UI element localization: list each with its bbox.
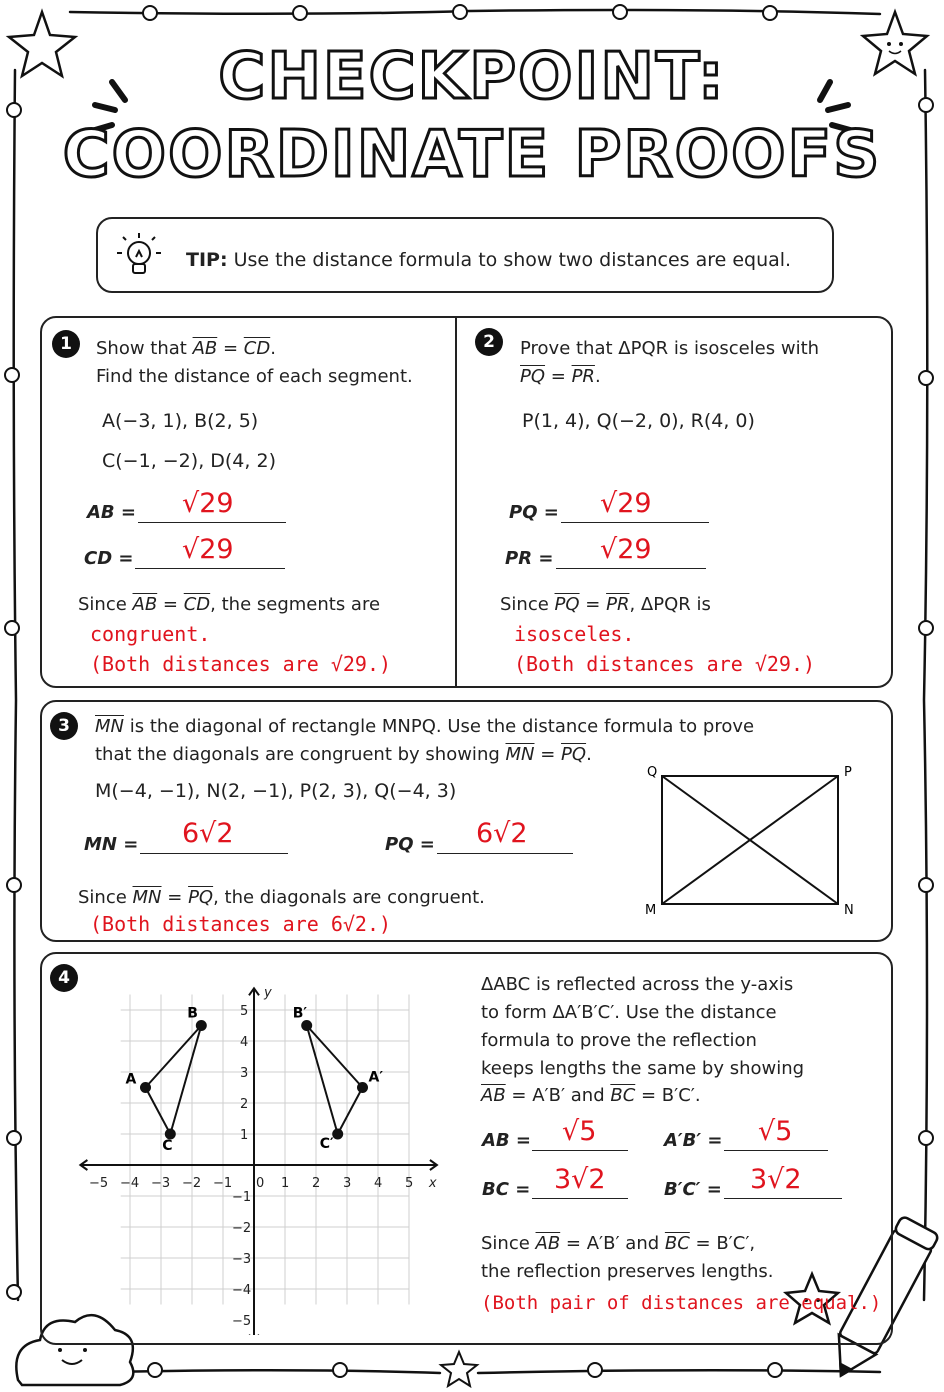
x-tick-label: −1 [213,1176,233,1191]
p1-instruction-2: Find the distance of each segment. [96,366,413,387]
p4-a1b1-line [724,1150,828,1151]
problem-2-number: 2 [475,328,503,356]
p4-a1b1-answer: √5 [758,1116,793,1147]
p4-conclusion-1: Since $\overline{AB} = A'B'$ and $\overline{BC} = B'C'$, [481,1233,756,1254]
p4-ab-answer: √5 [562,1116,597,1147]
y-tick-label: −1 [232,1190,252,1205]
y-tick-label: −4 [232,1283,252,1298]
p3-mn-line [140,853,288,854]
p4-b1c1-line [724,1198,842,1199]
p3-mn-answer: 6√2 [182,818,234,849]
p4-a1b1-label: A′B′ = [664,1130,723,1151]
p4-desc-4: keeps lengths the same by showing [481,1058,805,1079]
x-tick-label: −4 [120,1176,140,1191]
problem-3-number: 3 [50,712,78,740]
p1-conclusion: Since $\overline{AB} = \overline{CD}$, the segments are [78,594,381,615]
y-tick-label: 1 [240,1128,249,1143]
p4-b1c1-label: B′C′ = [664,1179,722,1200]
p1-red-note: (Both distances are √29.) [90,652,392,676]
x-tick-label: 5 [405,1176,414,1191]
p3-pq-label: PQ = [385,834,435,855]
p4-desc-2: to form ΔA′B′C′. Use the distance [481,1002,777,1023]
p1-ab-answer: √29 [182,488,234,519]
tip-box [96,217,834,293]
y-tick-label: 2 [240,1097,249,1112]
point-c-prime [332,1129,343,1140]
point-b-label: B [187,1005,198,1022]
point-b-prime-label: B′ [292,1005,308,1022]
p2-pq-line [561,522,709,523]
p2-instruction-1: Prove that ΔPQR is isosceles with [520,338,820,359]
p1-ab-line [138,522,286,523]
point-c-prime-label: C′ [319,1136,334,1152]
p2-pr-label: PR = [505,548,554,569]
y-tick-label: −3 [232,1252,252,1267]
p2-red-note: (Both distances are √29.) [514,652,816,676]
p3-pq-answer: 6√2 [476,818,528,849]
point-b-prime [301,1020,312,1031]
p2-pr-answer: √29 [600,534,652,565]
x-tick-label: 2 [312,1176,321,1191]
p4-b1c1-answer: 3√2 [750,1164,802,1195]
p2-conclusion: Since $\overline{PQ} = \overline{PR}$, ΔPQR is [500,594,711,615]
p4-bc-line [532,1198,628,1199]
p2-pq-answer: √29 [600,488,652,519]
coordinate-graph [62,960,452,1335]
title-line-2: COORDINATE PROOFS [62,118,882,192]
p2-red-isosceles: isosceles. [514,622,635,646]
x-axis-label: x [428,1176,437,1191]
p3-instruction-1: $\overline{MN}$ is the diagonal of rectangle MNPQ. Use the distance formula to prove [95,716,755,737]
point-a-label: A [125,1071,137,1088]
p4-bc-answer: 3√2 [554,1164,606,1195]
p4-conclusion-2: the reflection preserves lengths. [481,1261,774,1282]
p1-instruction-1: Show that $\overline{AB} = \overline{CD}$. [96,338,276,359]
y-tick-label: −5 [232,1314,252,1329]
y-tick-label: 4 [240,1035,249,1050]
p1-ab-label: AB = [87,502,136,523]
x-tick-label: −3 [151,1176,171,1191]
tip-label: TIP: [186,249,228,271]
x-tick-label: 4 [374,1176,383,1191]
p2-pq-label: PQ = [509,502,559,523]
x-tick-label: 0 [256,1176,265,1191]
p2-instruction-2: $\overline{PQ} = \overline{PR}$. [520,366,601,387]
p1-coords-2: C(−1, −2), D(4, 2) [102,450,276,472]
rectangle-diagram [640,762,860,918]
y-axis-label: y [264,985,272,1001]
lightbulb-icon [110,227,168,285]
x-tick-label: 1 [281,1176,290,1191]
p1-red-congruent: congruent. [90,622,211,646]
p2-pr-line [556,568,706,569]
point-a-prime [357,1082,368,1093]
p3-pq-line [437,853,573,854]
triangle-abc [146,1026,202,1135]
p4-desc-1: ΔABC is reflected across the y-axis [481,974,794,995]
point-a [140,1082,151,1093]
p4-desc-3: formula to prove the reflection [481,1030,757,1051]
p3-red-note: (Both distances are 6√2.) [90,912,392,936]
tip-text [186,249,791,271]
problem-4-number: 4 [50,964,78,992]
p4-ab-line [532,1150,628,1151]
y-tick-label: 3 [240,1066,249,1081]
p1-coords-1: A(−3, 1), B(2, 5) [102,410,259,432]
title-line-1: CHECKPOINT: [218,40,726,114]
y-tick-label: −2 [232,1221,252,1236]
p1-cd-label: CD = [84,548,134,569]
p1-cd-line [135,568,285,569]
rect-label-p: P [844,765,852,780]
rect-label-q: Q [647,765,658,780]
point-b [196,1020,207,1031]
p2-coords: P(1, 4), Q(−2, 0), R(4, 0) [522,410,755,432]
p4-ab-label: AB = [482,1130,531,1151]
x-tick-label: −2 [182,1176,202,1191]
rect-label-n: N [844,903,854,918]
p4-red-note: (Both pair of distances are equal.) [481,1292,882,1314]
rect-label-m: M [645,903,657,918]
point-c-label: C [162,1138,173,1154]
y-tick-label: 5 [240,1004,249,1019]
x-tick-label: −5 [89,1176,109,1191]
triangle-a1b1c1 [307,1026,363,1135]
p3-mn-label: MN = [84,834,139,855]
p3-conclusion: Since $\overline{MN} = \overline{PQ}$, the diagonals are congruent. [78,887,485,908]
point-a-prime-label: A′ [368,1069,384,1086]
x-tick-label: 3 [343,1176,352,1191]
p4-desc-5: $\overline{AB} = A'B'$ and $\overline{BC} = B'C'$. [481,1085,701,1106]
tip-body: Use the distance formula to show two distances are equal. [233,249,792,271]
problem-1-number: 1 [52,330,80,358]
p4-bc-label: BC = [482,1179,531,1200]
p3-coords: M(−4, −1), N(2, −1), P(2, 3), Q(−4, 3) [95,780,457,802]
p1-cd-answer: √29 [182,534,234,565]
p3-instruction-2: that the diagonals are congruent by showing $\overline{MN} = \overline{PQ}$. [95,744,592,765]
